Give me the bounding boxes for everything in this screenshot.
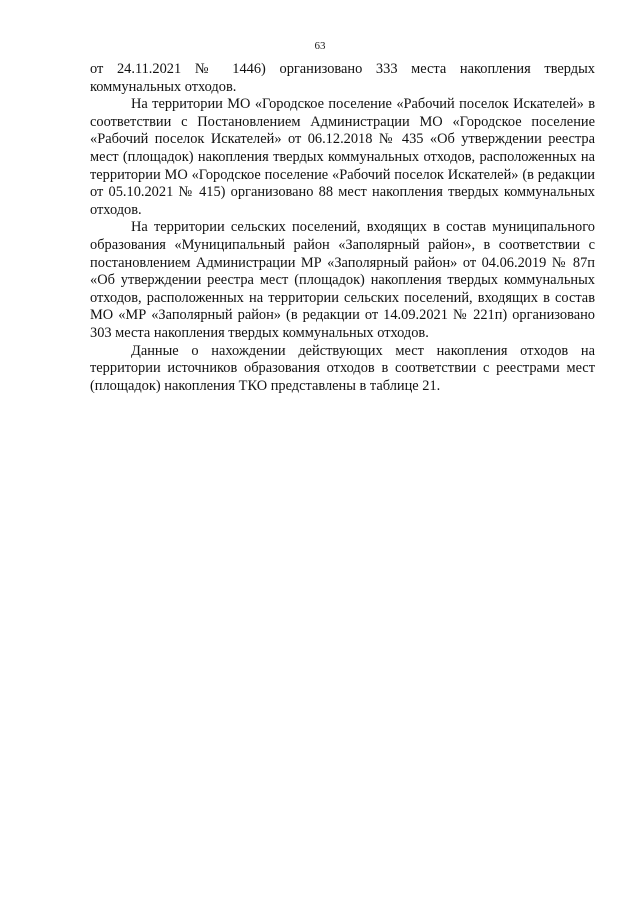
- paragraph-continuation: от 24.11.2021 № 1446) организовано 333 места накопления твердых коммунальных отходов.: [90, 61, 595, 95]
- document-body: [90, 61, 595, 395]
- paragraph-rural-settlements: На территории сельских поселений, входящих в состав муниципального образования «Муниципальный район «Заполярный район», в соответствии с постановлением Администрации МР «Заполярный район» от 04.06.2019 № 87п «Об утверждении реестра мест (площадок) накопления твердых коммунальных отходов, расположенных на территории сельских поселений, входящих в состав МО «МР «Заполярный район» (в редакции от 14.09.2021 № 221п) организовано 303 места накопления твердых коммунальных отходов.: [90, 219, 595, 341]
- paragraph-table-reference: Данные о нахождении действующих мест накопления отходов на территории источников образования отходов в соответствии с реестрами мест (площадок) накопления ТКО представлены в таблице 21.: [90, 342, 595, 394]
- page-number: 63: [314, 40, 326, 52]
- paragraph-iskateley: На территории МО «Городское поселение «Рабочий поселок Искателей» в соответствии с Постановлением Администрации МО «Городское поселение «Рабочий поселок Искателей» от 06.12.2018 № 435 «Об утверждении реестра мест (площадок) накопления твердых коммунальных отходов, расположенных на территории МО «Городское поселение «Рабочий поселок Искателей» (в редакции от 05.10.2021 № 415) организовано 88 мест накопления твердых коммунальных отходов.: [90, 96, 595, 218]
